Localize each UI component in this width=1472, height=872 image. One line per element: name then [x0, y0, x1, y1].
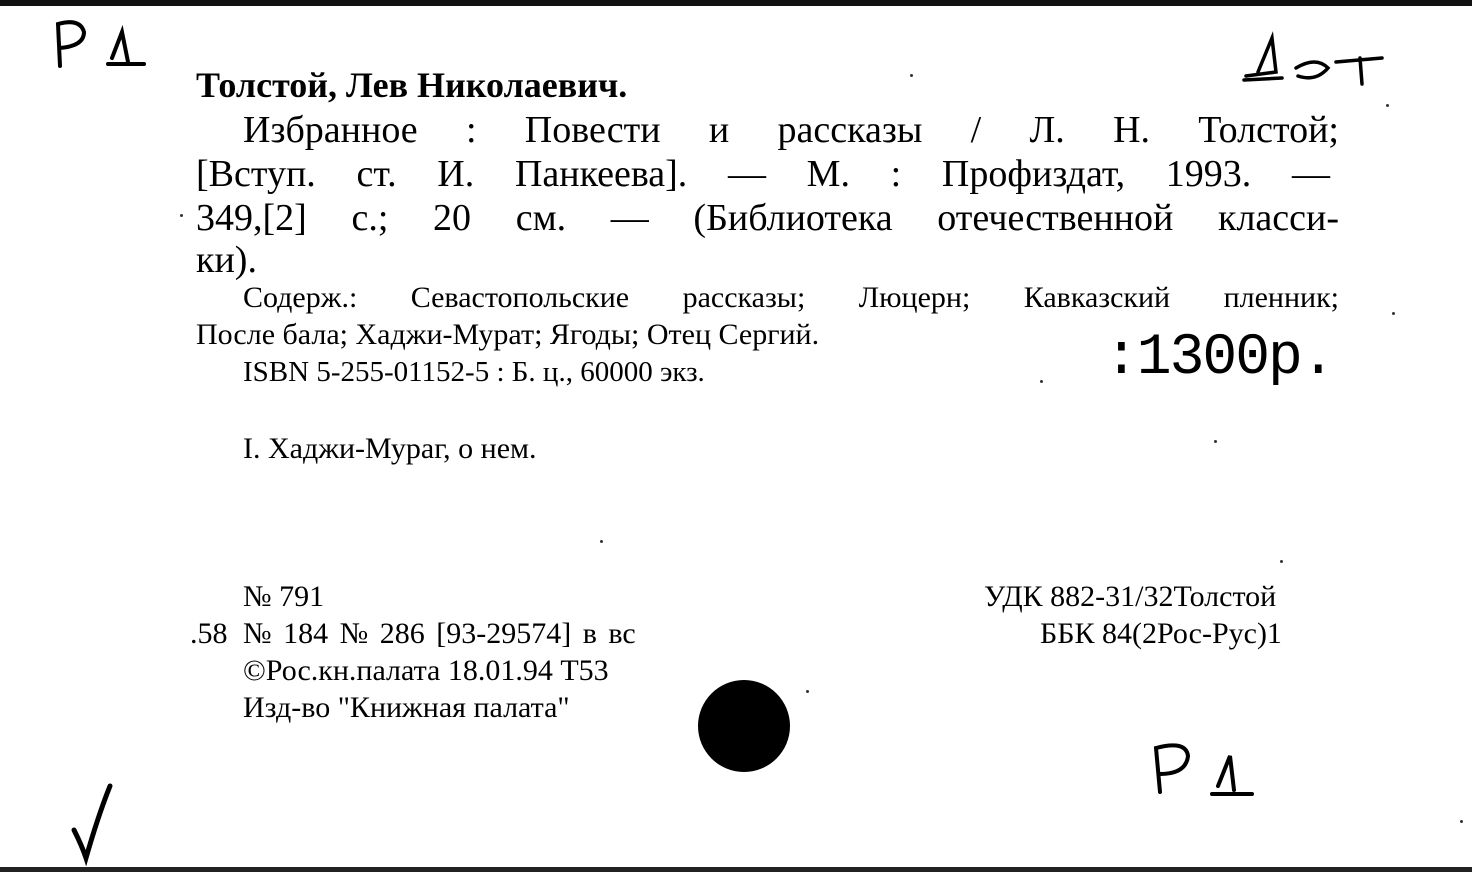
handwritten-det-top-right: [1236, 28, 1396, 108]
price-stamp: :1300р.: [1104, 326, 1334, 391]
udk-code: УДК 882-31/32Толстой: [984, 580, 1277, 613]
handwritten-p1-top-left: [50, 14, 150, 74]
scan-speck: [1214, 440, 1217, 443]
scan-speck: [910, 74, 913, 77]
isbn-line: ISBN 5-255-01152-5 : Б. ц., 60000 экз.: [243, 356, 705, 388]
handwritten-p1-bottom-right: [1146, 736, 1266, 806]
card-punch-hole: [698, 680, 790, 772]
footer-publisher-line: Изд-во "Книжная палата": [243, 691, 570, 724]
handwritten-check-mark: [64, 776, 124, 866]
scan-speck: [1386, 104, 1389, 107]
scan-speck: [1040, 380, 1043, 383]
subject-entry: I. Хаджи-Мураг, о нем.: [243, 432, 537, 465]
description-line-4: ки).: [196, 239, 257, 281]
footer-record-number: № 791: [243, 580, 325, 613]
scan-speck: [600, 540, 603, 543]
card-bottom-edge: [0, 867, 1472, 872]
contents-line-2: После бала; Хаджи-Мурат; Ягоды; Отец Сергий.: [196, 318, 820, 351]
scan-speck: [1460, 820, 1463, 823]
scan-speck: [1280, 560, 1283, 563]
footer-copyright-line: ©Рос.кн.палата 18.01.94 Т53: [243, 654, 609, 687]
footer-left-prefix: .58: [190, 617, 228, 650]
description-line-3: 349,[2] с.; 20 см. — (Библиотека отечественной класси-: [196, 197, 1339, 239]
card-top-edge: [0, 0, 1472, 6]
footer-registration-numbers: № 184 № 286 [93-29574] в вс: [243, 617, 636, 650]
scan-speck: [1392, 312, 1395, 315]
scan-speck: [180, 214, 183, 217]
contents-line-1: Содерж.: Севастопольские рассказы; Люцерн; Кавказский пленник;: [243, 281, 1339, 314]
scan-speck: [806, 690, 809, 693]
description-line-1: Избранное : Повести и рассказы / Л. Н. Толстой;: [243, 109, 1339, 151]
bbk-code: ББК 84(2Рос-Рус)1: [1040, 617, 1282, 650]
description-line-2: [Вступ. ст. И. Панкеева]. — М. : Профиздат, 1993. —: [196, 153, 1330, 195]
card-heading: Толстой, Лев Николаевич.: [196, 65, 628, 105]
